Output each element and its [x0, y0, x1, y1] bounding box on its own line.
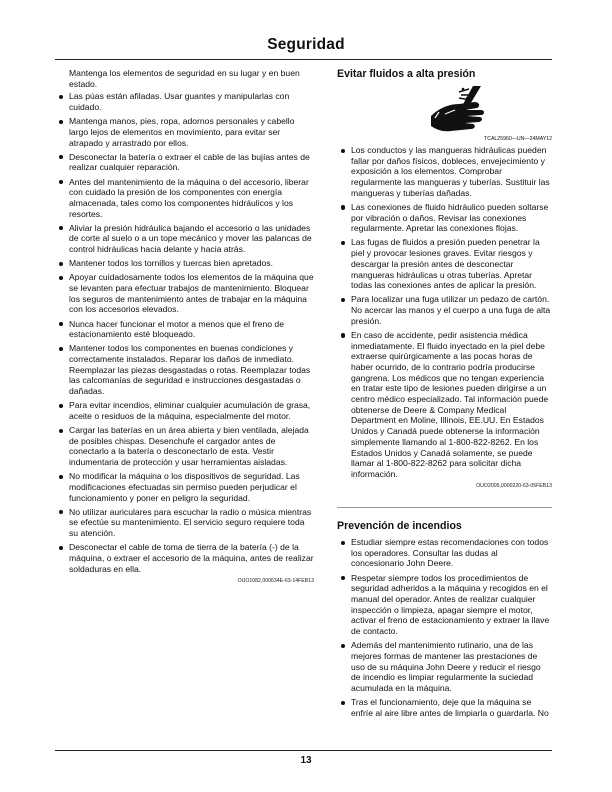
list-item: Mantener todos los componentes en buenas condiciones y correctamente instalados. Reparar los daños de inmediato. Reemplazar las piezas desgastadas o rotas. Reemplazar todas las calcomanías de seguridad e instrucciones desgastadas o dañadas. — [55, 343, 314, 397]
section-title-fire-prevention: Prevención de incendios — [337, 520, 462, 533]
list-item: Mantener todos los tornillos y tuercas bien apretados. — [55, 258, 314, 269]
footer-rule — [55, 750, 552, 751]
list-item: Desconectar el cable de toma de tierra de la batería (-) de la máquina, o extraer el accesorio de la máquina, antes de realizar soldaduras en ella. — [55, 542, 314, 574]
left-column — [55, 68, 314, 585]
figure-caption: TCAL25960—UN—24MAY12 — [484, 136, 552, 142]
reference-code: OUO1082,000634E-63-14FEB13 — [237, 577, 314, 584]
list-item: Antes del mantenimiento de la máquina o del accesorio, liberar con cuidado la presión de los componentes con energía almacenada, tales como los componentes hidráulicos y los resortes. — [55, 177, 314, 220]
section-divider — [337, 507, 552, 508]
fire-prevention-bullet-list — [337, 537, 552, 718]
high-pressure-figure — [337, 86, 552, 136]
page-number: 13 — [300, 755, 312, 766]
reference-code: OUO2005,0000220-63-05FEB13 — [476, 483, 552, 490]
list-item: No utilizar auriculares para escuchar la radio o música mientras se efectúe su mantenimiento. El servicio seguro requiere toda su atención. — [55, 507, 314, 539]
list-item: Apoyar cuidadosamente todos los elementos de la máquina que se levanten para efectuar trabajos de mantenimiento. Bloquear los seguros de mantenimiento antes de trabajar en la máquina con los accesorios elevados. — [55, 272, 314, 315]
list-item: Para evitar incendios, eliminar cualquier acumulación de grasa, aceite o residuos de la máquina, especialmente del motor. — [55, 400, 314, 421]
intro-paragraph: Mantenga los elementos de seguridad en su lugar y en buen estado. — [69, 68, 300, 89]
list-item: Tras el funcionamiento, deje que la máquina se enfríe al aire libre antes de limpiarla o guardarla. No — [337, 697, 552, 718]
list-item: Las fugas de fluidos a presión pueden penetrar la piel y provocar lesiones graves. Evitar riesgos y descargar la presión antes de desconectar mangueras hidráulicas u otras tuberías. Apretar todas las conexiones antes de aplicar la presión. — [337, 237, 552, 291]
list-item: Respetar siempre todos los procedimientos de seguridad adheridos a la máquina y recogidos en el manual del operador. Antes de realizar cualquier inspección o limpieza, apagar siempre el motor, activar el freno de estacionamiento y extraer la llave de contacto. — [337, 573, 552, 637]
page-title: Seguridad — [267, 36, 345, 53]
list-item: Mantenga manos, pies, ropa, adornos personales y cabello largo lejos de elementos en movimiento, para evitar ser atrapado y arrastrado por ellos. — [55, 116, 314, 148]
list-item: Además del mantenimiento rutinario, una de las mejores formas de mantener las prestaciones de uso de su máquina John Deere y reducir el riesgo de incendio es limpiar regularmente la suciedad acumulada en la máquina. — [337, 640, 552, 694]
list-item: Las conexiones de fluido hidráulico pueden soltarse por vibración o daños. Revisar las conexiones regularmente. Apretar las conexiones flojas. — [337, 202, 552, 234]
list-item: Los conductos y las mangueras hidráulicas pueden fallar por daños físicos, dobleces, envejecimiento y exposición a los elementos. Comprobar regularmente las mangueras y tuberías. Sustituir las mangueras y tuberías dañadas. — [337, 145, 552, 199]
list-item: Desconectar la batería o extraer el cable de las bujías antes de realizar cualquier reparación. — [55, 152, 314, 173]
right-column — [337, 68, 552, 722]
list-item: Las púas están afiladas. Usar guantes y manipularlas con cuidado. — [55, 91, 314, 112]
section-title-high-pressure: Evitar fluidos a alta presión — [337, 68, 476, 80]
list-item: Cargar las baterías en un área abierta y bien ventilada, alejada de posibles chispas. Desenchufe el cargador antes de conectarlo a la batería o desconectarlo de esta. Vestir indumentaria de protección y usar herramientas aisladas. — [55, 425, 314, 468]
list-item: Estudiar siempre estas recomendaciones con todos los operadores. Consultar las dudas al concesionario John Deere. — [337, 537, 552, 569]
high-pressure-bullet-list — [337, 145, 552, 480]
left-bullet-list — [55, 91, 314, 574]
list-item: En caso de accidente, pedir asistencia médica inmediatamente. El fluido inyectado en la piel debe extraerse quirúrgicamente a las pocas horas de haber ocurrido, de lo contrario podría producirse gangrena. Los médicos que no tengan experiencia en tratar este tipo de lesiones pueden dirigirse a un centro médico especializado. Tal información puede obtenerse de Deere & Company Medical Department en Moline, Illinois, EE.UU. En Estados Unidos y Canadá puede obtenerse la información simplemente llamando al 1-800-822-8262. En los Estados Unidos y Canadá solamente, se puede llamar al 1-800-822-8262 para solicitar dicha información. — [337, 330, 552, 480]
high-pressure-fluid-hand-icon — [429, 86, 507, 136]
list-item: Aliviar la presión hidráulica bajando el accesorio o las unidades de corte al suelo o a un tope mecánico y mover las palancas de control hidráulicas hacia delante y hacia atrás. — [55, 223, 314, 255]
header-rule — [55, 59, 552, 60]
list-item: Para localizar una fuga utilizar un pedazo de cartón. No acercar las manos y el cuerpo a una fuga de alta presión. — [337, 294, 552, 326]
list-item: No modificar la máquina o los dispositivos de seguridad. Las modificaciones efectuadas sin permiso pueden perjudicar el funcionamiento y poner en peligro la seguridad. — [55, 471, 314, 503]
list-item: Nunca hacer funcionar el motor a menos que el freno de estacionamiento esté bloqueado. — [55, 319, 314, 340]
